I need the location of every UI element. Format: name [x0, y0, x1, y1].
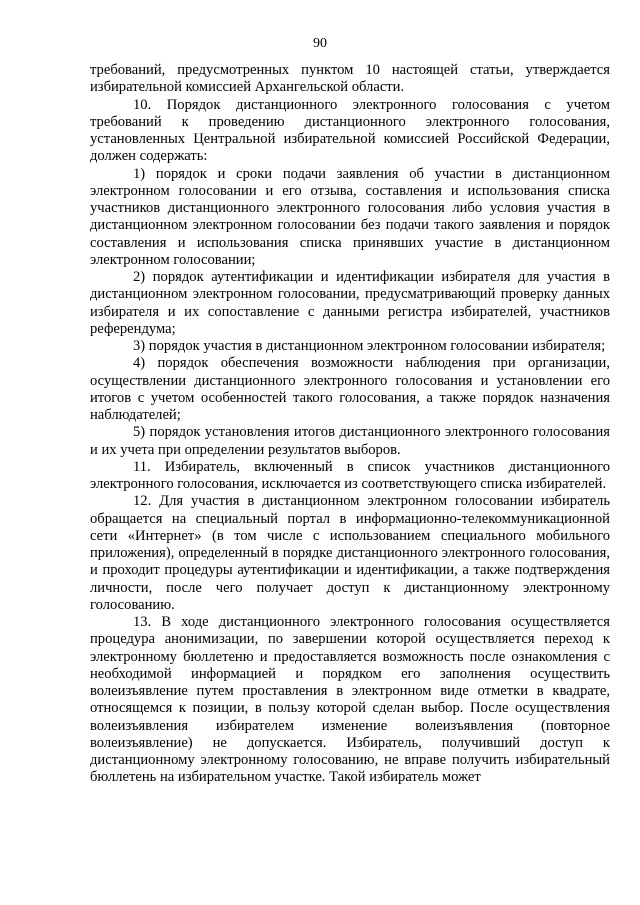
paragraph-item-11: 11. Избиратель, включенный в список участников дистанционного электронного голосования, исключается из соответствующего списка избирателей.: [90, 458, 610, 492]
paragraph-subitem-2: 2) порядок аутентификации и идентификации избирателя для участия в дистанционном электронном голосовании, предусматривающий проверку данных избирателя и их сопоставление с данными регистра избирателей, участников референдума;: [90, 269, 610, 337]
page-number: 90: [313, 36, 327, 51]
paragraph-subitem-5: 5) порядок установления итогов дистанционного электронного голосования и их учета при определении результатов выборов.: [90, 424, 610, 458]
paragraph-item-12: 12. Для участия в дистанционном электронном голосовании избиратель обращается на специальный портал в информационно-телекоммуникационной сети «Интернет» (в том числе с использованием специального мобильного приложения), определенный в порядке дистанционного электронного голосования, и проходит процедуры аутентификации и идентификации, а также подтверждения личности, после чего получает доступ к дистанционному электронному голосованию.: [90, 493, 610, 613]
document-body: [90, 62, 610, 787]
paragraph-continuation: требований, предусмотренных пунктом 10 настоящей статьи, утверждается избирательной комиссией Архангельской области.: [90, 62, 610, 96]
paragraph-subitem-1: 1) порядок и сроки подачи заявления об участии в дистанционном электронном голосовании и его отзыва, составления и использования списка участников дистанционного электронного голосования либо условия участия в дистанционном электронном голосовании без подачи такого заявления и порядок составления и использования списка принявших участие в дистанционном электронном голосовании;: [90, 165, 610, 268]
paragraph-subitem-3: 3) порядок участия в дистанционном электронном голосовании избирателя;: [133, 338, 606, 354]
paragraph-item-10: 10. Порядок дистанционного электронного голосования с учетом требований к проведению дистанционного электронного голосования, установленных Центральной избирательной комиссией Российской Федерации, должен содержать:: [90, 96, 610, 165]
paragraph-item-13: 13. В ходе дистанционного электронного голосования осуществляется процедура анонимизации, по завершении которой осуществляется переход к электронному бюллетеню и предоставляется возможность после ознакомления с необходимой информацией и порядком его заполнения осуществить волеизъявление путем проставления в электронном виде отметки в квадрате, относящемся к позиции, в пользу которой сделан выбор. После осуществления волеизъявления избирателем изменение волеизъявления (повторное волеизъявление) не допускается. Избиратель, получивший доступ к дистанционному электронному голосованию, не вправе получить избирательный бюллетень на избирательном участке. Такой избиратель может: [90, 614, 610, 786]
paragraph-subitem-4: 4) порядок обеспечения возможности наблюдения при организации, осуществлении дистанционного электронного голосования и установлении его итогов с учетом особенностей такого голосования, а также порядок назначения наблюдателей;: [90, 355, 610, 423]
